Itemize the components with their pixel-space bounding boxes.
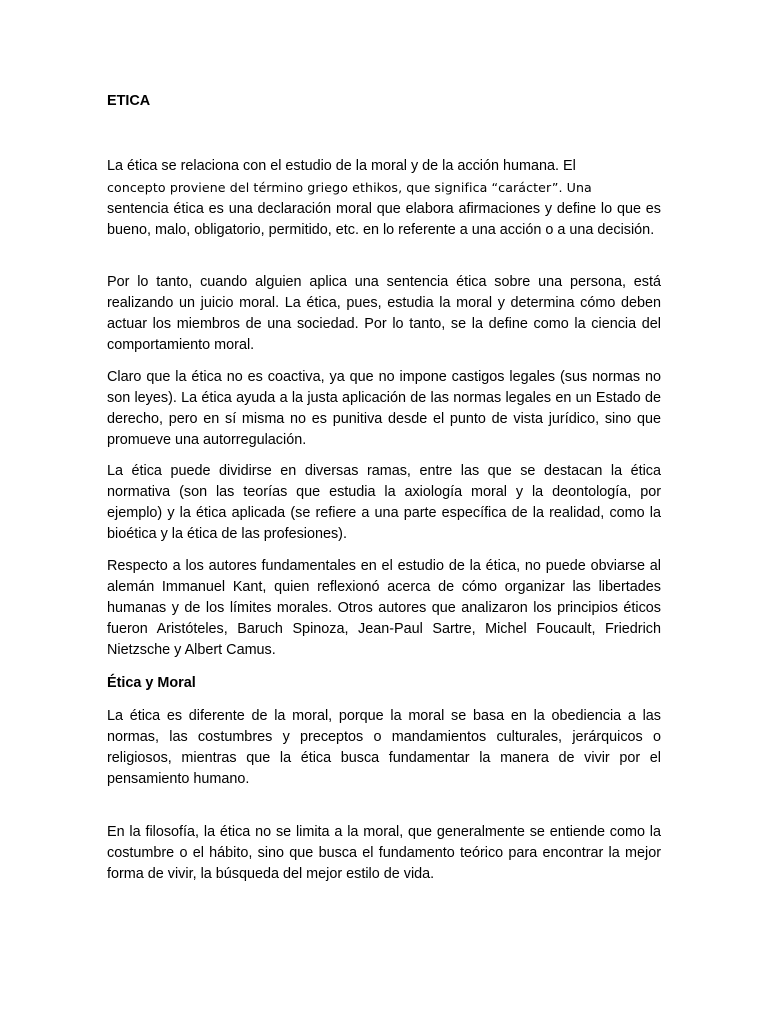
paragraph-ramas: La ética puede dividirse en diversas ramas, entre las que se destacan la ética normativa (son las teorías que estudia la axiología moral y la deontología, por ejemplo) y la ética aplicada (se refiere a una parte específica de la realidad, como la bioética y la ética de las profesiones). bbox=[107, 463, 661, 542]
document-title: ETICA bbox=[107, 93, 151, 109]
section-heading-etica-y-moral: Ética y Moral bbox=[107, 675, 196, 691]
paragraph-definition bbox=[107, 156, 661, 241]
paragraph-diferencia-moral: La ética es diferente de la moral, porque la moral se basa en la obediencia a las normas, las costumbres y preceptos o mandamientos culturales, jerárquicos o religiosos, mientras que la ética busca fundamentar la manera de vivir por el pensamiento humano. bbox=[107, 708, 661, 787]
paragraph-definition-line-1: La ética se relaciona con el estudio de la moral y de la acción humana. El bbox=[107, 158, 576, 174]
paragraph-coactiva: Claro que la ética no es coactiva, ya que no impone castigos legales (sus normas no son leyes). La ética ayuda a la justa aplicación de las normas legales en un Estado de derecho, pero en sí misma no es punitiva desde el punto de vista jurídico, sino que promueve una autorregulación. bbox=[107, 369, 661, 448]
paragraph-filosofia: En la filosofía, la ética no se limita a la moral, que generalmente se entiende como la costumbre o el hábito, sino que busca el fundamento teórico para encontrar la mejor forma de vivir, la búsqueda del mejor estilo de vida. bbox=[107, 824, 661, 882]
paragraph-autores: Respecto a los autores fundamentales en el estudio de la ética, no puede obviarse al alemán Immanuel Kant, quien reflexionó acerca de cómo organizar las libertades humanas y de los límites morales. Otros autores que analizaron los principios éticos fueron Aristóteles, Baruch Spinoza, Jean-Paul Sartre, Michel Foucault, Friedrich Nietzsche y Albert Camus. bbox=[107, 558, 661, 658]
paragraph-juicio-moral: Por lo tanto, cuando alguien aplica una sentencia ética sobre una persona, está realizando un juicio moral. La ética, pues, estudia la moral y determina cómo deben actuar los miembros de una sociedad. Por lo tanto, se la define como la ciencia del comportamiento moral. bbox=[107, 274, 661, 353]
paragraph-definition-line-2: concepto proviene del término griego ethikos, que significa “carácter”. Una bbox=[107, 180, 592, 195]
paragraph-definition-rest: sentencia ética es una declaración moral que elabora afirmaciones y define lo que es bueno, malo, obligatorio, permitido, etc. en lo referente a una acción o a una decisión. bbox=[107, 201, 661, 238]
